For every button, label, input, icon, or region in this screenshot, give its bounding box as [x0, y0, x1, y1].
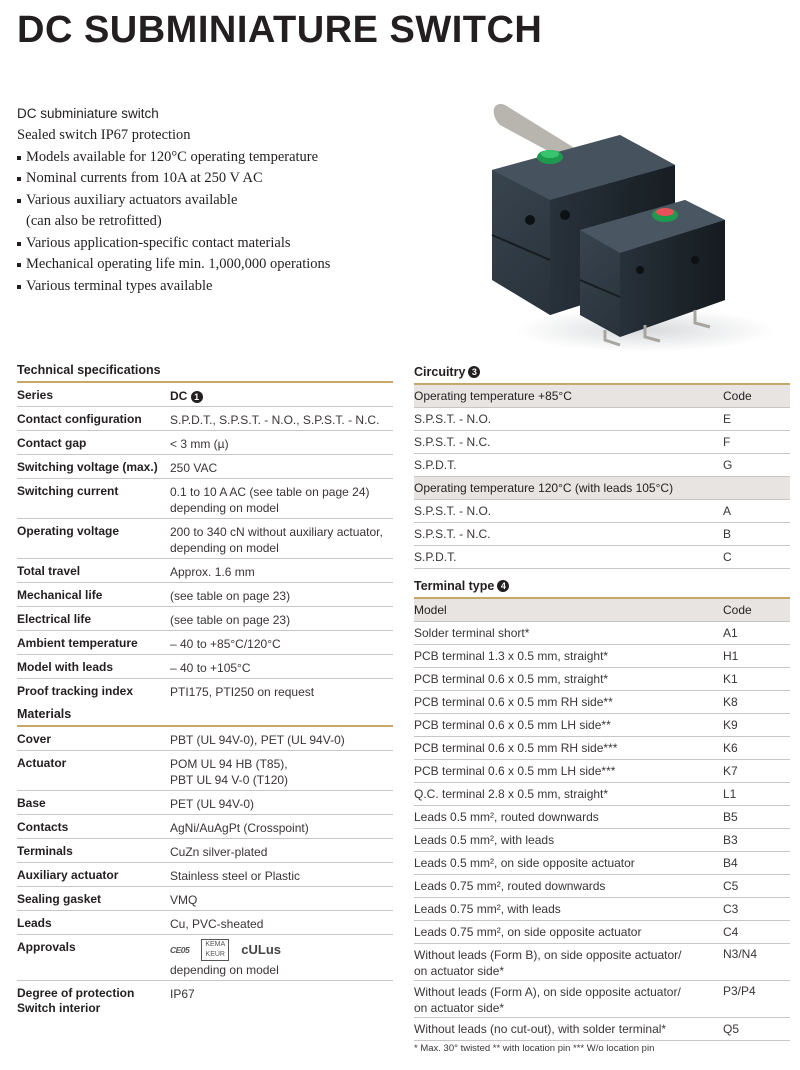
circuit-type: S.P.S.T. - N.C. [414, 435, 491, 449]
spec-row [17, 431, 393, 455]
terminal-heading: Terminal type 4 [414, 575, 790, 597]
materials-table [17, 703, 393, 1018]
spec-row [17, 839, 393, 863]
spec-value: PET (UL 94V-0) [170, 797, 255, 811]
intro-line: Sealed switch IP67 protection [17, 127, 191, 143]
intro-lead: DC subminiature switch [17, 106, 159, 121]
spec-value: 200 to 340 cN without auxiliary actuator, depending on model [170, 525, 383, 555]
terminal-row [414, 875, 790, 898]
circuitry-row [414, 546, 790, 569]
terminal-row [414, 806, 790, 829]
terminal-code: Q5 [723, 1022, 740, 1036]
ce-mark-icon: CE05 [170, 945, 190, 955]
terminal-code: N3/N4 [723, 947, 758, 961]
number-badge: 3 [468, 366, 480, 378]
spec-value: (see table on page 23) [170, 589, 291, 603]
spec-value: PBT (UL 94V-0), PET (UL 94V-0) [170, 733, 345, 747]
spec-key: Electrical life [17, 612, 92, 626]
spec-row [17, 981, 393, 1018]
intro-line: Various auxiliary actuators available [17, 190, 417, 212]
terminal-code: L1 [723, 787, 737, 801]
spec-key: Model with leads [17, 660, 114, 674]
terminal-model: PCB terminal 0.6 x 0.5 mm RH side** [414, 695, 613, 709]
kema-keur-icon: KEMA KEUR [201, 939, 229, 961]
terminal-row [414, 829, 790, 852]
circuit-code: F [723, 435, 731, 449]
spec-key: Ambient temperature [17, 636, 138, 650]
spec-value: 0.1 to 10 A AC (see table on page 24) depending on model [170, 485, 370, 515]
terminal-row [414, 714, 790, 737]
circuit-type: S.P.S.T. - N.O. [414, 504, 492, 518]
group-title: Operating temperature 120°C (with leads 105°C) [414, 481, 674, 495]
spec-key: Sealing gasket [17, 892, 102, 906]
circuitry-row [414, 408, 790, 431]
spec-value: S.P.D.T., S.P.S.T. - N.O., S.P.S.T. - N.C. [170, 413, 380, 427]
terminal-row [414, 783, 790, 806]
terminal-model: Without leads (Form A), on side opposite actuator/ on actuator side* [414, 985, 681, 1015]
circuit-code: G [723, 458, 733, 472]
spec-row [17, 727, 393, 751]
terminal-model: PCB terminal 0.6 x 0.5 mm, straight* [414, 672, 609, 686]
terminal-code: K1 [723, 672, 738, 686]
spec-row [17, 631, 393, 655]
terminal-model: Leads 0.75 mm², routed downwards [414, 879, 606, 893]
spec-key: Series [17, 388, 54, 402]
terminal-model: Leads 0.5 mm², with leads [414, 833, 555, 847]
spec-row [17, 935, 393, 981]
spec-row [17, 583, 393, 607]
spec-key: Contacts [17, 820, 69, 834]
circuit-code: B [723, 527, 732, 541]
spec-key: Base [17, 796, 46, 810]
circuit-code: A [723, 504, 732, 518]
circuit-code: E [723, 412, 732, 426]
spec-value: POM UL 94 HB (T85), PBT UL 94 V-0 (T120) [170, 757, 289, 787]
terminal-model: Leads 0.75 mm², on side opposite actuator [414, 925, 642, 939]
circuitry-row [414, 431, 790, 454]
terminal-model: PCB terminal 0.6 x 0.5 mm LH side** [414, 718, 611, 732]
spec-row [17, 383, 393, 407]
terminal-type-table [414, 575, 790, 1041]
spec-row [17, 751, 393, 791]
spec-value: PTI175, PTI250 on request [170, 685, 315, 699]
terminal-row [414, 1018, 790, 1041]
spec-row [17, 887, 393, 911]
specs-heading: Technical specifications [17, 363, 161, 377]
intro-line: Mechanical operating life min. 1,000,000 operations [17, 254, 417, 276]
spec-value: – 40 to +85°C/120°C [170, 637, 281, 651]
circuitry-row [414, 454, 790, 477]
terminal-row [414, 760, 790, 783]
terminal-code: B5 [723, 810, 738, 824]
spec-key: Auxiliary actuator [17, 868, 119, 882]
spec-row [17, 815, 393, 839]
spec-key: Approvals [17, 940, 76, 954]
spec-row [17, 455, 393, 479]
terminal-code: K9 [723, 718, 738, 732]
spec-value: DC 1 [170, 388, 393, 404]
intro-line: Nominal currents from 10A at 250 V AC [17, 168, 417, 190]
spec-key: Leads [17, 916, 52, 930]
terminal-row [414, 944, 790, 981]
spec-key: Switching current [17, 484, 119, 498]
terminal-model: Q.C. terminal 2.8 x 0.5 mm, straight* [414, 787, 609, 801]
spec-key: Mechanical life [17, 588, 103, 602]
spec-value: Stainless steel or Plastic [170, 869, 301, 883]
terminal-code: C5 [723, 879, 739, 893]
terminal-row [414, 852, 790, 875]
circuitry-table [414, 361, 790, 569]
circuit-type: S.P.D.T. [414, 550, 457, 564]
terminal-model: Leads 0.5 mm², on side opposite actuator [414, 856, 635, 870]
group-title: Operating temperature +85°C [414, 389, 572, 403]
terminal-code: P3/P4 [723, 984, 756, 998]
circuitry-group-header [414, 477, 790, 500]
materials-heading: Materials [17, 707, 72, 721]
spec-row [17, 679, 393, 702]
spec-row [17, 479, 393, 519]
spec-row [17, 607, 393, 631]
circuitry-row [414, 500, 790, 523]
spec-row [17, 519, 393, 559]
switch-product-photo [470, 75, 780, 360]
page-title: DC SUBMINIATURE SWITCH [17, 9, 543, 51]
circuitry-group-header [414, 385, 790, 408]
spec-value: 250 VAC [170, 461, 218, 475]
terminal-code: C4 [723, 925, 739, 939]
ul-listed-icon: cULus [241, 942, 281, 957]
spec-value: AgNi/AuAgPt (Crosspoint) [170, 821, 309, 835]
terminal-model: Without leads (no cut-out), with solder terminal* [414, 1022, 667, 1036]
spec-key: Terminals [17, 844, 73, 858]
intro-line: (can also be retrofitted) [26, 213, 162, 229]
intro-line: Various terminal types available [17, 276, 417, 298]
terminal-model: PCB terminal 0.6 x 0.5 mm RH side*** [414, 741, 618, 755]
circuitry-row [414, 523, 790, 546]
approval-marks [170, 940, 393, 960]
terminal-row [414, 737, 790, 760]
approval-note: depending on model [170, 963, 279, 977]
terminal-code: K8 [723, 695, 738, 709]
terminal-model: Without leads (Form B), on side opposite actuator/ on actuator side* [414, 948, 682, 978]
terminal-code: K6 [723, 741, 738, 755]
circuit-type: S.P.S.T. - N.O. [414, 412, 492, 426]
spec-value: IP67 [170, 987, 195, 1001]
terminal-header-row [414, 599, 790, 622]
terminal-model: PCB terminal 0.6 x 0.5 mm LH side*** [414, 764, 616, 778]
spec-value [170, 940, 393, 978]
circuit-code: C [723, 550, 732, 564]
number-badge: 1 [191, 391, 203, 403]
intro-block [17, 106, 417, 297]
terminal-row [414, 981, 790, 1018]
spec-value: – 40 to +105°C [170, 661, 251, 675]
terminal-model: Solder terminal short* [414, 626, 530, 640]
intro-line: Models available for 120°C operating temperature [17, 147, 417, 169]
spec-value: < 3 mm (µ) [170, 437, 229, 451]
terminal-code: K7 [723, 764, 738, 778]
terminal-row [414, 898, 790, 921]
spec-key: Cover [17, 732, 52, 746]
code-header: Code [723, 603, 752, 617]
number-badge: 4 [497, 580, 509, 592]
code-header: Code [723, 389, 752, 403]
spec-key: Contact configuration [17, 412, 142, 426]
terminal-code: B3 [723, 833, 738, 847]
spec-key: Switching voltage (max.) [17, 460, 158, 474]
footnote: * Max. 30° twisted ** with location pin *** W/o location pin [414, 1043, 655, 1054]
circuit-type: S.P.S.T. - N.C. [414, 527, 491, 541]
spec-row [17, 559, 393, 583]
spec-row [17, 911, 393, 935]
spec-value: (see table on page 23) [170, 613, 291, 627]
circuitry-heading: Circuitry 3 [414, 361, 790, 383]
terminal-row [414, 645, 790, 668]
terminal-row [414, 622, 790, 645]
spec-row [17, 791, 393, 815]
terminal-row [414, 921, 790, 944]
terminal-code: H1 [723, 649, 739, 663]
terminal-row [414, 668, 790, 691]
spec-key: Actuator [17, 756, 67, 770]
intro-line: Various application-specific contact materials [17, 233, 417, 255]
spec-key: Contact gap [17, 436, 87, 450]
spec-row [17, 407, 393, 431]
intro-lines [17, 125, 417, 297]
spec-key: Total travel [17, 564, 81, 578]
model-header: Model [414, 603, 447, 617]
spec-value: CuZn silver-plated [170, 845, 268, 859]
spec-key: Degree of protection Switch interior [17, 986, 135, 1015]
spec-value: Cu, PVC-sheated [170, 917, 264, 931]
spec-row [17, 863, 393, 887]
terminal-code: C3 [723, 902, 739, 916]
terminal-row [414, 691, 790, 714]
spec-row [17, 655, 393, 679]
spec-value: VMQ [170, 893, 198, 907]
technical-specifications-table [17, 359, 393, 702]
terminal-model: Leads 0.5 mm², routed downwards [414, 810, 599, 824]
terminal-code: A1 [723, 626, 738, 640]
terminal-model: PCB terminal 1.3 x 0.5 mm, straight* [414, 649, 609, 663]
spec-value: Approx. 1.6 mm [170, 565, 255, 579]
terminal-code: B4 [723, 856, 738, 870]
spec-key: Proof tracking index [17, 684, 134, 698]
spec-key: Operating voltage [17, 524, 120, 538]
circuit-type: S.P.D.T. [414, 458, 457, 472]
terminal-model: Leads 0.75 mm², with leads [414, 902, 561, 916]
